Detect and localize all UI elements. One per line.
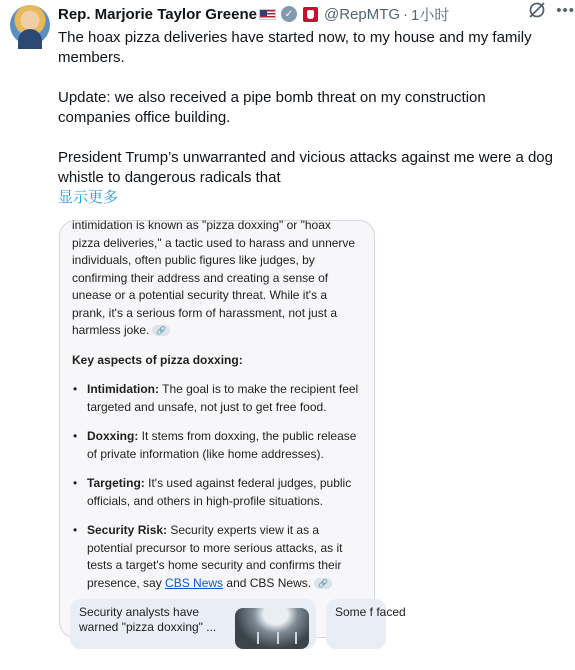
aspect-text: It stems from doxxing, the public release of private information (like home addresses). [87, 429, 357, 461]
affiliation-badge-icon[interactable] [303, 7, 318, 22]
link-icon: 🔗 [314, 578, 332, 589]
header-separator: · [403, 5, 409, 23]
source-card [70, 599, 316, 649]
intro-text: pizza deliveries," a tactic used to harass and unnerve individuals, often public figures like judges, by confirming their address and creating a sense of unease or a potential security threat. While it's a prank, it's a serious form of harassment, not just a harmless joke. [72, 235, 356, 337]
source-tail: and CBS News. [223, 575, 312, 590]
verified-badge-icon[interactable]: ✓ [281, 6, 297, 22]
list-item [72, 522, 362, 592]
cut-text-line: intimidation is known as "pizza doxxing" or "hoax [72, 218, 331, 232]
aspect-term: Doxxing: [87, 429, 139, 443]
image-content [72, 217, 362, 604]
tweet-paragraph: President Trump’s unwarranted and vicious attacks against me were a dog whistle to dangerous radicals that [58, 149, 553, 186]
list-item [72, 475, 362, 510]
grok-icon[interactable] [527, 0, 547, 20]
aspect-term: Targeting: [87, 476, 145, 490]
tweet-text [58, 28, 558, 188]
source-card [326, 599, 406, 649]
aspects-heading: Key aspects of pizza doxxing: [72, 352, 243, 367]
author-handle[interactable]: @RepMTG [323, 5, 401, 23]
list-item [72, 428, 362, 463]
aspect-text: Security experts view it as a potential precursor to more serious attacks, as it tests a target's home security and confirms their presence, say [87, 523, 343, 590]
aspects-list [72, 381, 362, 592]
source-card-text: Security analysts have warned "pizza doxxing" ... [79, 605, 217, 634]
more-options-icon[interactable]: ••• [556, 2, 575, 19]
aspect-term: Security Risk: [87, 523, 168, 537]
source-link: CBS News [165, 575, 224, 590]
author-name[interactable]: Rep. Marjorie Taylor Greene [58, 5, 257, 23]
tweet-paragraph: The hoax pizza deliveries have started now, to my house and my family members. [58, 29, 532, 66]
source-card-thumbnail [235, 608, 309, 649]
tweet-paragraph: Update: we also received a pipe bomb threat on my construction companies office building. [58, 89, 486, 126]
aspect-term: Intimidation: [87, 382, 159, 396]
show-more-link[interactable]: 显示更多 [58, 189, 119, 206]
aspect-text: The goal is to make the recipient feel targeted and unsafe, not just to get free food. [87, 382, 359, 414]
link-icon: 🔗 [152, 325, 170, 336]
source-cards [70, 599, 406, 649]
list-item [72, 381, 362, 416]
author-avatar[interactable] [10, 5, 50, 45]
tweet-header [58, 4, 565, 24]
intro-paragraph [72, 235, 362, 340]
us-flag-icon [259, 9, 276, 20]
aspect-text: It's used against federal judges, public officials, and others in high-profile situations. [87, 476, 352, 508]
attached-image[interactable] [59, 218, 406, 638]
source-card-text: Some f faced [335, 605, 406, 619]
tweet-time[interactable]: 1小时 [411, 6, 450, 24]
